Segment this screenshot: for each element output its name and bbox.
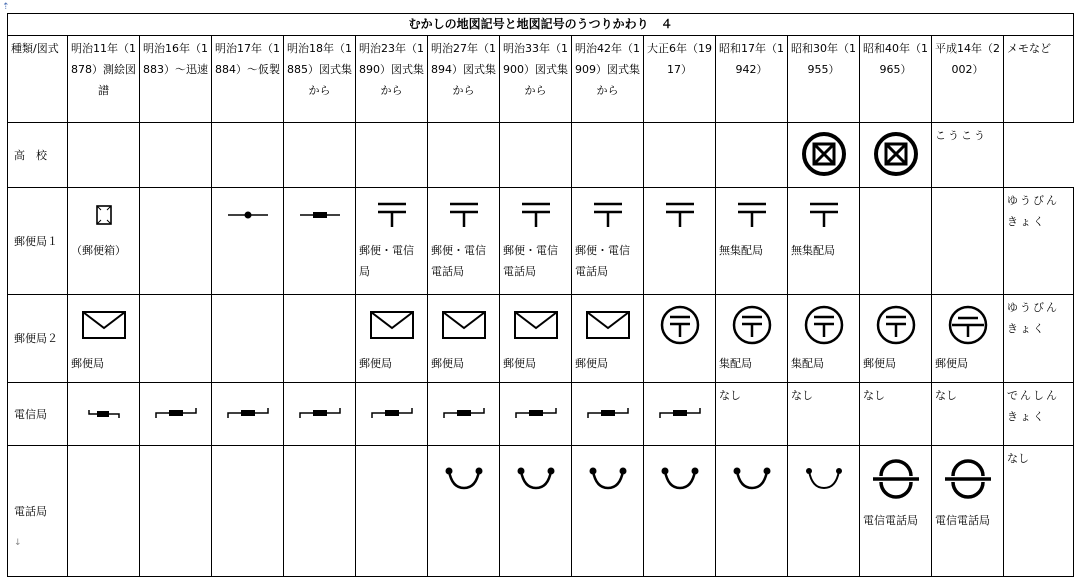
caption: 郵便・電信電話局 xyxy=(503,244,558,278)
row-label: 高 校 xyxy=(8,123,68,188)
header-era: 昭和40年（1965） xyxy=(860,36,932,123)
caption: 集配局 xyxy=(719,357,752,370)
caption: 電信電話局 xyxy=(863,514,918,527)
caption: 郵便局 xyxy=(71,357,104,370)
post-t-circle-icon xyxy=(647,297,712,353)
caption: 無集配局 xyxy=(791,244,835,257)
row-denwa xyxy=(8,446,1074,577)
caption: 郵便・電信電話局 xyxy=(575,244,630,278)
header-era: 大正6年（1917） xyxy=(644,36,716,123)
caption: 電信電話局 xyxy=(935,514,990,527)
row-label: 電話局 xyxy=(8,446,68,577)
header-era: 明治18年（1885）図式集から xyxy=(284,36,356,123)
telegraph-line-bar-icon xyxy=(143,385,208,441)
telegraph-line-bar-icon xyxy=(215,385,280,441)
table-title: むかしの地図記号と地図記号のうつりかわり ４ xyxy=(8,14,1074,36)
caption: 郵便局 xyxy=(863,357,896,370)
row-label: 電信局 xyxy=(8,383,68,446)
none-text: なし xyxy=(932,383,1004,446)
header-era: 明治23年（1890）図式集から xyxy=(356,36,428,123)
school-circle-x-icon xyxy=(863,125,928,183)
envelope-icon xyxy=(575,297,640,353)
post-t-mark-icon xyxy=(359,190,424,240)
mailbox-square-icon xyxy=(71,190,136,240)
paragraph-mark: ↓ xyxy=(14,538,22,548)
caption: 郵便・電信局 xyxy=(359,244,414,278)
caption: 郵便局 xyxy=(503,357,536,370)
telephone-receiver-cup-icon xyxy=(719,448,784,510)
none-text: なし xyxy=(716,383,788,446)
caption: 郵便局 xyxy=(359,357,392,370)
post-t-circle-icon xyxy=(935,297,1000,353)
envelope-icon xyxy=(503,297,568,353)
telegraph-line-bar-icon xyxy=(431,385,496,441)
memo-yubin1: ゆうびんきょく xyxy=(1004,188,1074,295)
telegraph-line-dot-icon xyxy=(215,190,280,240)
envelope-icon xyxy=(71,297,136,353)
header-era: 明治27年（1894）図式集から xyxy=(428,36,500,123)
telegraph-line-bar-icon xyxy=(575,385,640,441)
caption: 郵便局 xyxy=(431,357,464,370)
telegraph-line-bar-icon xyxy=(71,385,136,441)
header-era: 明治17年（1884）〜仮製 xyxy=(212,36,284,123)
anchor-mark: ⇡ xyxy=(2,2,10,12)
caption: 郵便・電信電話局 xyxy=(431,244,486,278)
post-t-circle-icon xyxy=(791,297,856,353)
post-t-mark-icon xyxy=(575,190,640,240)
telephone-circle-bar-icon xyxy=(935,448,1000,510)
envelope-icon xyxy=(359,297,424,353)
row-denshin xyxy=(8,383,1074,446)
header-era: 明治33年（1900）図式集から xyxy=(500,36,572,123)
post-t-mark-icon xyxy=(647,190,712,240)
memo-koukou: こうこう xyxy=(932,123,1004,188)
post-t-mark-icon xyxy=(431,190,496,240)
header-era: 明治16年（1883）〜迅速 xyxy=(140,36,212,123)
memo-denshin: でんしんきょく xyxy=(1004,383,1074,446)
telephone-circle-bar-icon xyxy=(863,448,928,510)
telephone-receiver-cup-icon xyxy=(791,448,856,510)
telegraph-line-bar-icon xyxy=(287,190,352,240)
none-text: なし xyxy=(1004,446,1074,577)
row-label: 郵便局２ xyxy=(8,295,68,383)
row-koukou xyxy=(8,123,1074,188)
memo-yubin2: ゆうびんきょく xyxy=(1004,295,1074,383)
telephone-receiver-cup-icon xyxy=(431,448,496,510)
header-era: 明治42年（1909）図式集から xyxy=(572,36,644,123)
post-t-mark-icon xyxy=(719,190,784,240)
header-memo-col: メモなど xyxy=(1004,36,1074,123)
row-label: 郵便局１ xyxy=(8,188,68,295)
caption: 集配局 xyxy=(791,357,824,370)
header-era: 明治11年（1878）測絵図譜 xyxy=(68,36,140,123)
none-text: なし xyxy=(860,383,932,446)
school-circle-x-icon xyxy=(791,125,856,183)
post-t-circle-icon xyxy=(719,297,784,353)
row-yubin2 xyxy=(8,295,1074,383)
header-era: 平成14年（2002） xyxy=(932,36,1004,123)
telephone-receiver-cup-icon xyxy=(647,448,712,510)
header-type-col: 種類/図式 xyxy=(8,36,68,123)
row-yubin1 xyxy=(8,188,1074,295)
telephone-receiver-cup-icon xyxy=(503,448,568,510)
header-era: 昭和30年（1955） xyxy=(788,36,860,123)
header-row xyxy=(8,36,1074,123)
envelope-icon xyxy=(431,297,496,353)
map-symbol-table xyxy=(7,13,1074,577)
caption: 郵便局 xyxy=(575,357,608,370)
telegraph-line-bar-icon xyxy=(359,385,424,441)
none-text: なし xyxy=(788,383,860,446)
post-t-mark-icon xyxy=(791,190,856,240)
caption: （郵便箱） xyxy=(71,244,126,257)
caption: 郵便局 xyxy=(935,357,968,370)
caption: 無集配局 xyxy=(719,244,763,257)
telegraph-line-bar-icon xyxy=(503,385,568,441)
header-era: 昭和17年（1942） xyxy=(716,36,788,123)
telegraph-line-bar-icon xyxy=(647,385,712,441)
telephone-receiver-cup-icon xyxy=(575,448,640,510)
post-t-circle-icon xyxy=(863,297,928,353)
post-t-mark-icon xyxy=(503,190,568,240)
telegraph-line-bar-icon xyxy=(287,385,352,441)
